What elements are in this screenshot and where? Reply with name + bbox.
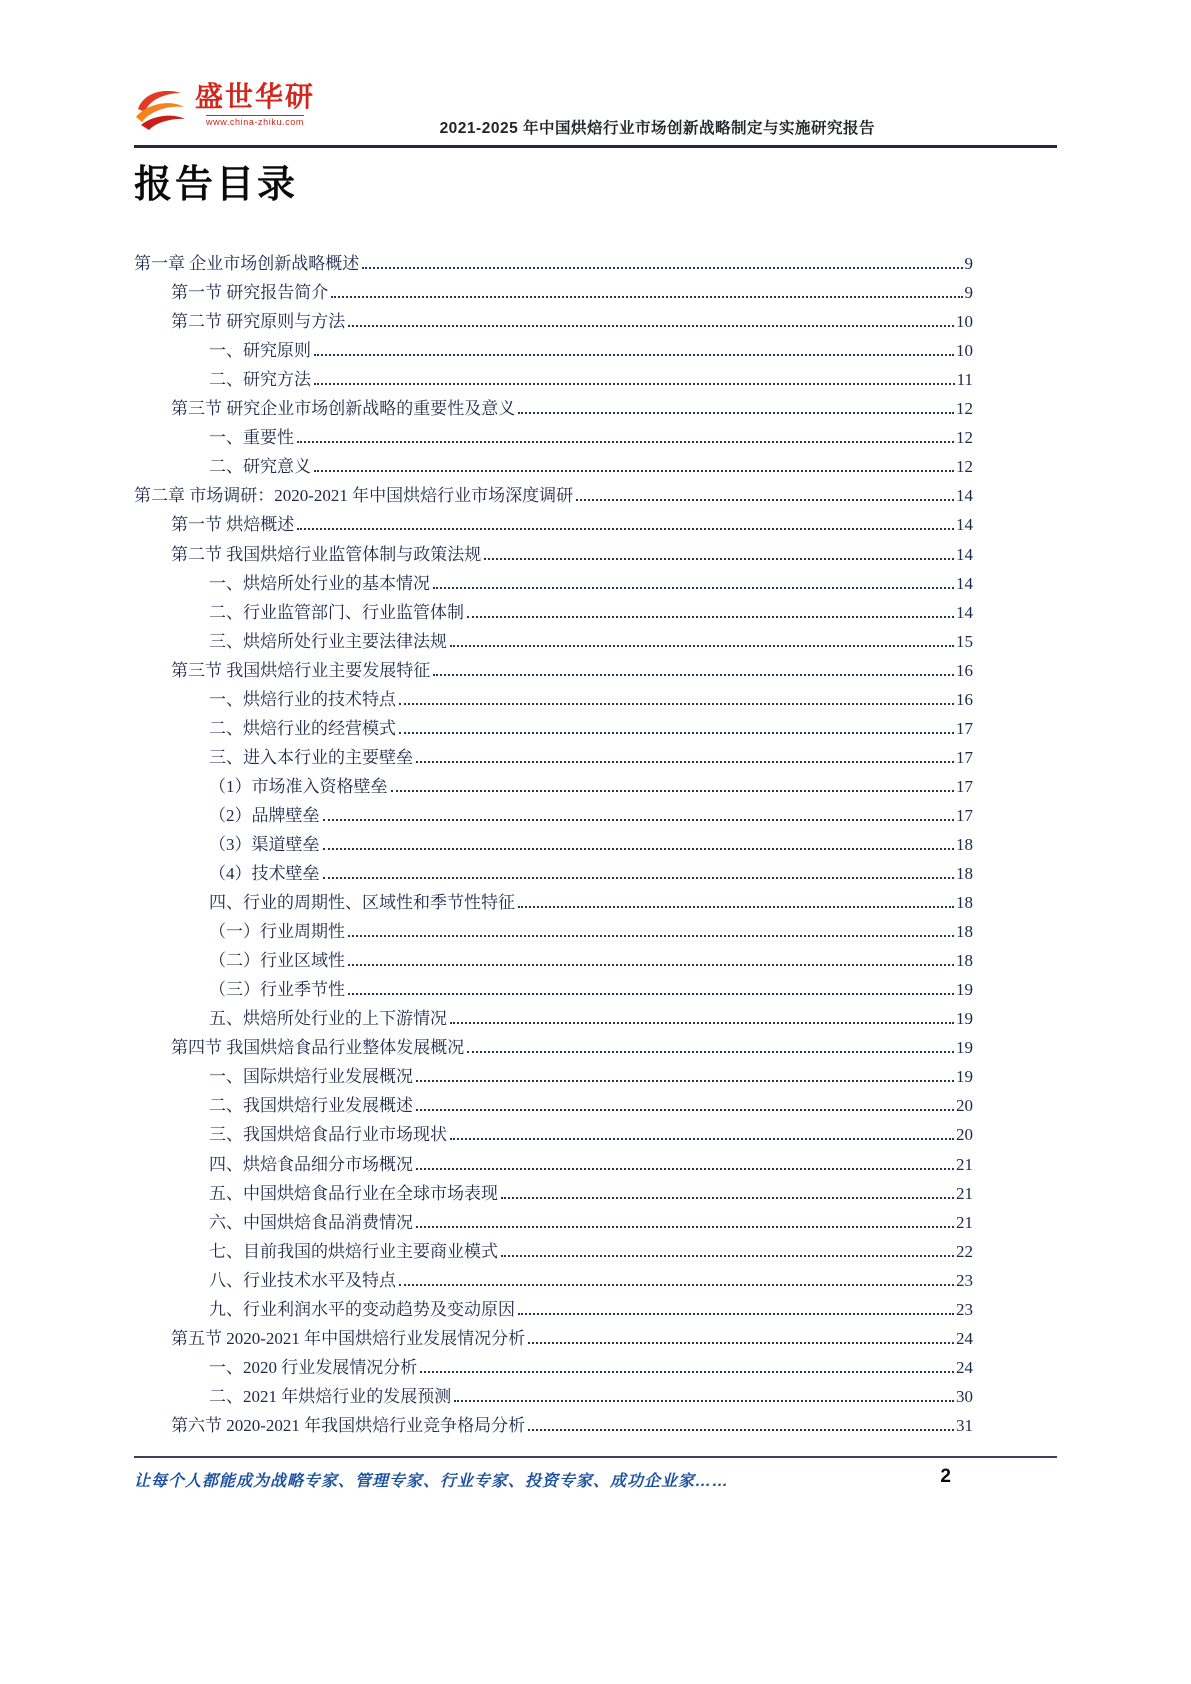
toc-leader-dots bbox=[420, 1371, 954, 1373]
toc-entry-title: 一、2020 行业发展情况分析 bbox=[209, 1357, 418, 1377]
toc-leader-dots bbox=[518, 906, 954, 908]
toc-entry-title: 四、行业的周期性、区域性和季节性特征 bbox=[209, 893, 515, 913]
toc-leader-dots bbox=[362, 267, 962, 269]
toc-leader-dots bbox=[297, 441, 954, 443]
toc-entry[interactable] bbox=[134, 567, 973, 596]
toc-entry-page: 24 bbox=[956, 1357, 973, 1377]
toc-entry[interactable] bbox=[134, 450, 973, 479]
toc-entry-page: 14 bbox=[956, 544, 973, 564]
toc-entry-page: 17 bbox=[956, 805, 973, 825]
toc-entry-title: 八、行业技术水平及特点 bbox=[209, 1270, 396, 1290]
toc-entry-page: 19 bbox=[956, 1038, 973, 1058]
toc-entry-page: 31 bbox=[956, 1415, 973, 1435]
toc-entry-page: 18 bbox=[956, 951, 973, 971]
toc-leader-dots bbox=[450, 1138, 954, 1140]
toc-entry-title: 二、烘焙行业的经营模式 bbox=[209, 718, 396, 738]
toc-entry[interactable] bbox=[134, 1264, 973, 1293]
toc-entry[interactable] bbox=[134, 421, 973, 450]
toc-leader-dots bbox=[484, 558, 954, 560]
toc-entry[interactable] bbox=[134, 654, 973, 683]
toc-entry-title: 二、研究方法 bbox=[209, 370, 311, 390]
toc-entry-title: （3）渠道壁垒 bbox=[209, 834, 320, 854]
toc-entry-title: （2）品牌壁垒 bbox=[209, 805, 320, 825]
toc-leader-dots bbox=[331, 296, 962, 298]
toc-entry-title: 第二节 我国烘焙行业监管体制与政策法规 bbox=[171, 544, 482, 564]
toc-leader-dots bbox=[323, 877, 955, 879]
toc-entry-title: （1）市场准入资格壁垒 bbox=[209, 776, 388, 796]
toc-entry-title: 第三节 研究企业市场创新战略的重要性及意义 bbox=[171, 399, 516, 419]
toc-entry-title: 三、我国烘焙食品行业市场现状 bbox=[209, 1125, 447, 1145]
toc-entry-page: 18 bbox=[956, 834, 973, 854]
header-report-title: 2021-2025 年中国烘焙行业市场创新战略制定与实施研究报告 bbox=[439, 120, 875, 137]
toc-entry-title: 四、烘焙食品细分市场概况 bbox=[209, 1154, 413, 1174]
footer-slogan-main: 战略专家、管理专家、行业专家、投资专家、成功企业家…… bbox=[270, 1473, 730, 1490]
toc-entry[interactable] bbox=[134, 537, 973, 566]
toc-entry[interactable] bbox=[134, 1060, 973, 1089]
toc-entry-page: 19 bbox=[956, 1009, 973, 1029]
toc-leader-dots bbox=[391, 790, 955, 792]
toc-entry-title: （一）行业周期性 bbox=[209, 922, 345, 942]
toc-entry-title: 七、目前我国的烘焙行业主要商业模式 bbox=[209, 1241, 498, 1261]
toc-leader-dots bbox=[450, 1022, 954, 1024]
toc-entry-page: 12 bbox=[956, 428, 973, 448]
toc-leader-dots bbox=[518, 412, 954, 414]
toc-entry-page: 17 bbox=[956, 747, 973, 767]
toc-entry[interactable] bbox=[134, 1206, 973, 1235]
toc-entry[interactable] bbox=[134, 247, 973, 276]
brand-name: 盛世华研 bbox=[195, 81, 316, 112]
toc-list bbox=[134, 247, 973, 1438]
toc-entry[interactable] bbox=[134, 741, 973, 770]
toc-leader-dots bbox=[467, 1051, 954, 1053]
toc-entry[interactable] bbox=[134, 886, 973, 915]
toc-entry-page: 16 bbox=[956, 660, 973, 680]
toc-entry-page: 16 bbox=[956, 689, 973, 709]
footer-page-number: 2 bbox=[940, 1466, 951, 1487]
toc-entry[interactable] bbox=[134, 508, 973, 537]
toc-entry-page: 12 bbox=[956, 399, 973, 419]
toc-entry-page: 14 bbox=[956, 486, 973, 506]
toc-entry-title: 一、国际烘焙行业发展概况 bbox=[209, 1067, 413, 1087]
toc-entry[interactable] bbox=[134, 1380, 973, 1409]
toc-entry-title: （二）行业区域性 bbox=[209, 951, 345, 971]
toc-entry-title: 第五节 2020-2021 年中国烘焙行业发展情况分析 bbox=[171, 1328, 526, 1348]
toc-leader-dots bbox=[450, 645, 954, 647]
company-logo bbox=[134, 82, 315, 132]
toc-entry[interactable] bbox=[134, 828, 973, 857]
toc-entry-page: 22 bbox=[956, 1241, 973, 1261]
toc-entry-page: 21 bbox=[956, 1183, 973, 1203]
toc-entry-title: 第一章 企业市场创新战略概述 bbox=[134, 254, 360, 274]
toc-entry[interactable] bbox=[134, 1351, 973, 1380]
logo-book-icon bbox=[134, 86, 188, 132]
toc-leader-dots bbox=[314, 383, 955, 385]
toc-leader-dots bbox=[454, 1400, 954, 1402]
footer-slogan bbox=[134, 1468, 729, 1491]
toc-entry[interactable] bbox=[134, 276, 973, 305]
toc-entry[interactable] bbox=[134, 712, 973, 741]
toc-entry[interactable] bbox=[134, 596, 973, 625]
toc-entry-title: 第二节 研究原则与方法 bbox=[171, 312, 346, 332]
footer-slogan-prefix: 让每个人都能成为 bbox=[134, 1473, 271, 1490]
toc-leader-dots bbox=[518, 1313, 954, 1315]
toc-entry-page: 11 bbox=[956, 370, 973, 390]
toc-leader-dots bbox=[348, 935, 954, 937]
toc-entry-page: 21 bbox=[956, 1154, 973, 1174]
toc-leader-dots bbox=[348, 964, 954, 966]
toc-leader-dots bbox=[314, 354, 954, 356]
toc-entry-title: 一、烘焙所处行业的基本情况 bbox=[209, 573, 430, 593]
toc-entry-title: 第三节 我国烘焙行业主要发展特征 bbox=[171, 660, 431, 680]
toc-entry[interactable] bbox=[134, 334, 973, 363]
toc-entry-page: 19 bbox=[956, 980, 973, 1000]
toc-entry[interactable] bbox=[134, 1322, 973, 1351]
toc-leader-dots bbox=[399, 703, 954, 705]
toc-leader-dots bbox=[433, 674, 954, 676]
toc-entry-title: 第四节 我国烘焙食品行业整体发展概况 bbox=[171, 1038, 465, 1058]
toc-entry[interactable] bbox=[134, 1118, 973, 1147]
toc-leader-dots bbox=[297, 528, 954, 530]
toc-entry-title: 一、研究原则 bbox=[209, 341, 311, 361]
toc-entry-title: 五、中国烘焙食品行业在全球市场表现 bbox=[209, 1183, 498, 1203]
toc-leader-dots bbox=[348, 993, 954, 995]
toc-leader-dots bbox=[416, 1168, 954, 1170]
toc-leader-dots bbox=[416, 1226, 954, 1228]
toc-entry-page: 23 bbox=[956, 1299, 973, 1319]
toc-leader-dots bbox=[528, 1342, 954, 1344]
toc-entry[interactable] bbox=[134, 1177, 973, 1206]
toc-entry-page: 17 bbox=[956, 718, 973, 738]
toc-entry-page: 9 bbox=[964, 283, 973, 303]
toc-entry-page: 21 bbox=[956, 1212, 973, 1232]
toc-entry-title: 六、中国烘焙食品消费情况 bbox=[209, 1212, 413, 1232]
toc-entry-title: 一、烘焙行业的技术特点 bbox=[209, 689, 396, 709]
toc-leader-dots bbox=[416, 1080, 954, 1082]
toc-entry[interactable] bbox=[134, 392, 973, 421]
toc-entry-title: 第一节 研究报告简介 bbox=[171, 283, 329, 303]
toc-entry-page: 18 bbox=[956, 864, 973, 884]
toc-entry-title: 第六节 2020-2021 年我国烘焙行业竞争格局分析 bbox=[171, 1415, 526, 1435]
toc-leader-dots bbox=[433, 587, 954, 589]
toc-entry-title: 二、行业监管部门、行业监管体制 bbox=[209, 602, 464, 622]
toc-entry[interactable] bbox=[134, 1147, 973, 1176]
toc-leader-dots bbox=[399, 732, 954, 734]
toc-entry[interactable] bbox=[134, 683, 973, 712]
toc-entry-title: 三、烘焙所处行业主要法律法规 bbox=[209, 631, 447, 651]
footer-divider bbox=[134, 1456, 1057, 1458]
page-title: 报告目录 bbox=[134, 164, 299, 206]
toc-entry-page: 10 bbox=[956, 312, 973, 332]
toc-entry[interactable] bbox=[134, 479, 973, 508]
toc-entry[interactable] bbox=[134, 305, 973, 334]
toc-entry[interactable] bbox=[134, 799, 973, 828]
toc-entry-title: 二、研究意义 bbox=[209, 457, 311, 477]
toc-entry-title: 九、行业利润水平的变动趋势及变动原因 bbox=[209, 1299, 515, 1319]
toc-entry-page: 19 bbox=[956, 1067, 973, 1087]
toc-entry-page: 20 bbox=[956, 1096, 973, 1116]
toc-leader-dots bbox=[467, 616, 954, 618]
toc-entry[interactable] bbox=[134, 1293, 973, 1322]
toc-leader-dots bbox=[528, 1429, 954, 1431]
toc-entry-page: 18 bbox=[956, 893, 973, 913]
toc-entry[interactable] bbox=[134, 944, 973, 973]
toc-entry-page: 18 bbox=[956, 922, 973, 942]
toc-entry-page: 23 bbox=[956, 1270, 973, 1290]
toc-entry-page: 17 bbox=[956, 776, 973, 796]
toc-entry[interactable] bbox=[134, 1031, 973, 1060]
toc-entry[interactable] bbox=[134, 973, 973, 1002]
toc-entry-title: 第二章 市场调研：2020-2021 年中国烘焙行业市场深度调研 bbox=[134, 486, 574, 506]
page-header bbox=[134, 80, 1057, 146]
toc-entry[interactable] bbox=[134, 1089, 973, 1118]
brand-url: www.china-zhiku.com bbox=[206, 117, 304, 127]
toc-entry-page: 20 bbox=[956, 1125, 973, 1145]
toc-entry[interactable] bbox=[134, 857, 973, 886]
toc-entry-title: （4）技术壁垒 bbox=[209, 864, 320, 884]
toc-entry-title: 二、2021 年烘焙行业的发展预测 bbox=[209, 1386, 452, 1406]
toc-entry-title: （三）行业季节性 bbox=[209, 980, 345, 1000]
toc-entry[interactable] bbox=[134, 1002, 973, 1031]
toc-entry-page: 24 bbox=[956, 1328, 973, 1348]
toc-entry-page: 10 bbox=[956, 341, 973, 361]
toc-entry-page: 14 bbox=[956, 573, 973, 593]
toc-entry-page: 14 bbox=[956, 515, 973, 535]
toc-leader-dots bbox=[323, 848, 955, 850]
brand-block bbox=[195, 82, 315, 127]
toc-leader-dots bbox=[323, 819, 955, 821]
toc-leader-dots bbox=[576, 499, 954, 501]
toc-entry[interactable] bbox=[134, 915, 973, 944]
toc-entry-title: 一、重要性 bbox=[209, 428, 294, 448]
toc-leader-dots bbox=[399, 1284, 954, 1286]
toc-entry[interactable] bbox=[134, 363, 973, 392]
toc-leader-dots bbox=[416, 1109, 954, 1111]
toc-entry[interactable] bbox=[134, 625, 973, 654]
toc-leader-dots bbox=[501, 1255, 954, 1257]
toc-entry-title: 三、进入本行业的主要壁垒 bbox=[209, 747, 413, 767]
toc-entry[interactable] bbox=[134, 1409, 973, 1438]
toc-leader-dots bbox=[314, 470, 954, 472]
toc-entry-page: 12 bbox=[956, 457, 973, 477]
toc-entry[interactable] bbox=[134, 1235, 973, 1264]
toc-entry-page: 9 bbox=[964, 254, 973, 274]
toc-entry-page: 14 bbox=[956, 602, 973, 622]
toc-leader-dots bbox=[348, 325, 954, 327]
toc-entry[interactable] bbox=[134, 770, 973, 799]
toc-entry-page: 30 bbox=[956, 1386, 973, 1406]
toc-leader-dots bbox=[501, 1197, 954, 1199]
toc-entry-title: 二、我国烘焙行业发展概述 bbox=[209, 1096, 413, 1116]
toc-entry-page: 15 bbox=[956, 631, 973, 651]
header-divider bbox=[134, 145, 1057, 148]
toc-entry-title: 第一节 烘焙概述 bbox=[171, 515, 295, 535]
toc-entry-title: 五、烘焙所处行业的上下游情况 bbox=[209, 1009, 447, 1029]
toc-leader-dots bbox=[416, 761, 954, 763]
